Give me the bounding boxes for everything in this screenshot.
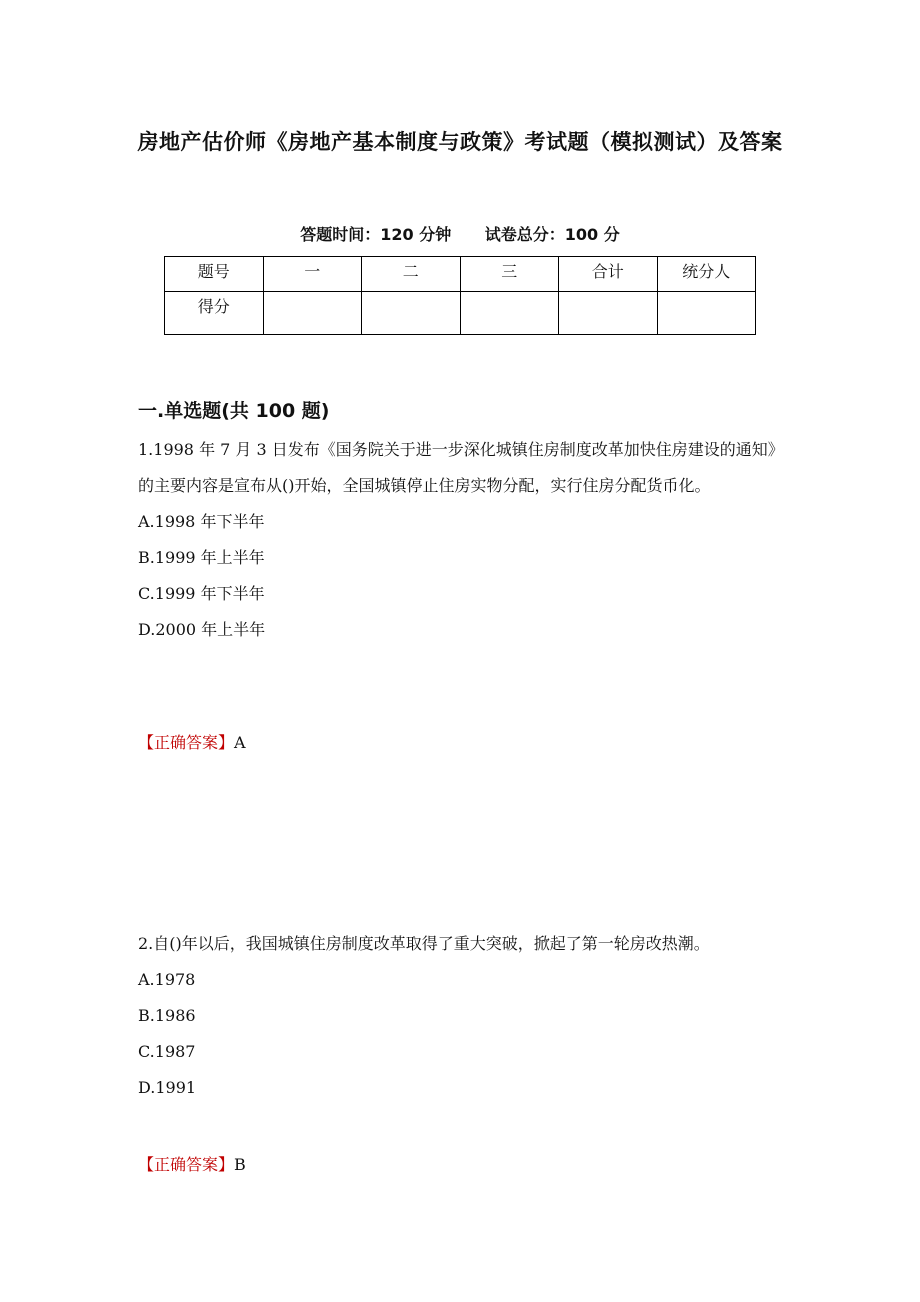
exam-meta xyxy=(0,222,920,245)
score-table-header-cell: 一 xyxy=(263,257,362,292)
document-title: 房地产估价师《房地产基本制度与政策》考试题（模拟测试）及答案 xyxy=(137,130,783,154)
option-a: A.1978 xyxy=(138,970,196,989)
question-2 xyxy=(138,926,798,1106)
answer-value: B xyxy=(234,1155,246,1174)
score-table-header-cell: 统分人 xyxy=(657,257,756,292)
answer-1 xyxy=(138,730,246,753)
section-title: 一.单选题(共 100 题) xyxy=(138,400,330,422)
option-c: C.1999 年下半年 xyxy=(138,584,265,603)
score-cell xyxy=(460,292,559,335)
option-b: B.1999 年上半年 xyxy=(138,548,265,567)
score-table-header-cell: 题号 xyxy=(165,257,264,292)
answer-value: A xyxy=(234,733,246,752)
exam-time: 答题时间：120 分钟 xyxy=(300,225,452,244)
option-d: D.1991 xyxy=(138,1078,197,1097)
score-table-header-cell: 二 xyxy=(362,257,461,292)
exam-total-score: 试卷总分：100 分 xyxy=(484,225,620,244)
score-table-header-cell: 三 xyxy=(460,257,559,292)
score-table-header-row xyxy=(165,257,756,292)
option-a: A.1998 年下半年 xyxy=(138,512,265,531)
score-table-score-row xyxy=(165,292,756,335)
answer-label: 【正确答案】 xyxy=(138,1155,235,1174)
answer-label: 【正确答案】 xyxy=(138,733,235,752)
answer-2 xyxy=(138,1152,246,1175)
score-cell xyxy=(263,292,362,335)
option-b: B.1986 xyxy=(138,1006,196,1025)
score-row-label: 得分 xyxy=(165,292,264,335)
question-stem: 2.自()年以后，我国城镇住房制度改革取得了重大突破，掀起了第一轮房改热潮。 xyxy=(138,934,710,953)
score-table-header-cell: 合计 xyxy=(559,257,658,292)
option-d: D.2000 年上半年 xyxy=(138,620,266,639)
question-1 xyxy=(138,432,788,648)
score-cell xyxy=(657,292,756,335)
question-stem: 1.1998 年 7 月 3 日发布《国务院关于进一步深化城镇住房制度改革加快住房建设的通知》的主要内容是宣布从()开始，全国城镇停止住房实物分配，实行住房分配货币化。 xyxy=(138,440,784,495)
option-c: C.1987 xyxy=(138,1042,196,1061)
score-cell xyxy=(362,292,461,335)
score-table xyxy=(164,256,756,335)
score-cell xyxy=(559,292,658,335)
